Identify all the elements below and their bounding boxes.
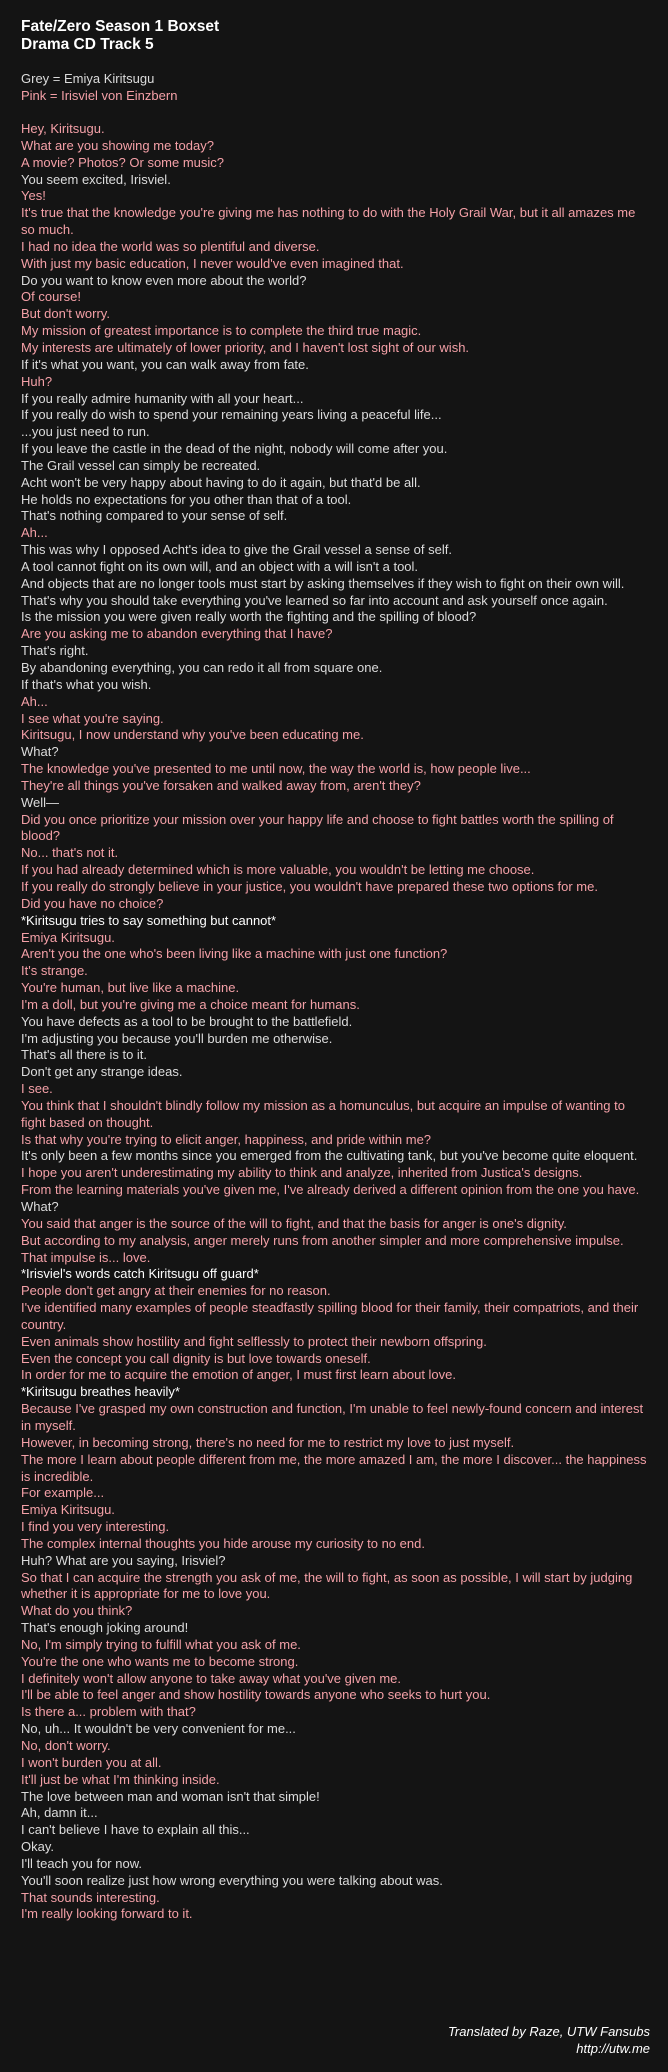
- dialogue-line: Did you once prioritize your mission over your happy life and choose to fight battles worth the spilling of blood?: [21, 811, 614, 844]
- dialogue-line: My mission of greatest importance is to complete the third true magic.: [21, 323, 422, 339]
- dialogue-line: The knowledge you've presented to me until now, the way the world is, how people live...: [21, 761, 531, 777]
- dialogue-line: What?: [21, 744, 59, 760]
- dialogue-line: Yes!: [21, 188, 46, 204]
- dialogue-line: If you leave the castle in the dead of the night, nobody will come after you.: [21, 441, 448, 457]
- dialogue-line: I hope you aren't underestimating my ability to think and analyze, inherited from Justica's designs.: [21, 1165, 583, 1181]
- dialogue-line: You're human, but live like a machine.: [21, 980, 240, 996]
- dialogue-line: You're the one who wants me to become strong.: [21, 1653, 299, 1669]
- dialogue-line: Huh? What are you saying, Irisviel?: [21, 1552, 226, 1568]
- dialogue-line: Huh?: [21, 373, 53, 389]
- dialogue-line: What?: [21, 1199, 59, 1214]
- dialogue-line: That impulse is... love.: [21, 1249, 151, 1265]
- dialogue-line: Aren't you the one who's been living like a machine with just one function?: [21, 946, 448, 962]
- dialogue-line: If you really admire humanity with all your heart...: [21, 390, 304, 406]
- header: [21, 18, 650, 54]
- dialogue-line: No, don't worry.: [21, 1738, 111, 1753]
- dialogue-line: You'll soon realize just how wrong everything you were talking about was.: [21, 1872, 443, 1888]
- dialogue-line: I'm a doll, but you're giving me a choice meant for humans.: [21, 996, 360, 1012]
- dialogue-line: A tool cannot fight on its own will, and an object with a will isn't a tool.: [21, 558, 419, 574]
- dialogue-line: Ah...: [21, 693, 48, 709]
- dialogue-line: Even animals show hostility and fight selflessly to protect their newborn offspring.: [21, 1333, 487, 1349]
- page-title: Fate/Zero Season 1 Boxset: [21, 18, 220, 35]
- dialogue-line: Did you have no choice?: [21, 895, 164, 911]
- dialogue-line: If you had already determined which is more valuable, you wouldn't be letting me choose.: [21, 862, 535, 878]
- dialogue-line: Is that why you're trying to elicit anger, happiness, and pride within me?: [21, 1131, 432, 1147]
- footer: [448, 2023, 650, 2057]
- dialogue-line: You seem excited, Irisviel.: [21, 171, 171, 187]
- speaker-legend: [21, 70, 650, 104]
- dialogue-line: You said that anger is the source of the will to fight, and that the basis for anger is one's dignity.: [21, 1215, 567, 1231]
- dialogue-line: From the learning materials you've given me, I've already derived a different opinion from the one you have.: [21, 1182, 640, 1198]
- dialogue-line: No... that's not it.: [21, 845, 119, 861]
- dialogue-line: ...you just need to run.: [21, 424, 150, 440]
- stage-direction: *Kiritsugu breathes heavily*: [21, 1384, 180, 1400]
- legend-grey-speaker: Grey = Emiya Kiritsugu: [21, 71, 155, 86]
- dialogue-line: No, uh... It wouldn't be very convenient for me...: [21, 1721, 296, 1737]
- dialogue-line: Ah...: [21, 525, 48, 541]
- dialogue-line: I'll teach you for now.: [21, 1855, 142, 1871]
- dialogue-line: I definitely won't allow anyone to take away what you've given me.: [21, 1670, 402, 1686]
- dialogue-line: However, in becoming strong, there's no need for me to restrict my love to just myself.: [21, 1434, 515, 1450]
- dialogue-line: That's why you should take everything you've learned so far into account and ask yourself once again.: [21, 592, 608, 608]
- site-url: http://utw.me: [576, 2041, 650, 2056]
- dialogue-line: Is there a... problem with that?: [21, 1704, 196, 1720]
- dialogue-line: It's true that the knowledge you're giving me has nothing to do with the Holy Grail War, but it all amazes me so much.: [21, 205, 636, 238]
- dialogue-line: That's nothing compared to your sense of self.: [21, 508, 288, 524]
- dialogue-line: I'll be able to feel anger and show hostility towards anyone who seeks to hurt you.: [21, 1687, 491, 1703]
- legend-pink-speaker: Pink = Irisviel von Einzbern: [21, 88, 178, 103]
- dialogue-line: Well—: [21, 794, 60, 810]
- dialogue-line: That's enough joking around!: [21, 1620, 189, 1636]
- dialogue-line: I'm really looking forward to it.: [21, 1906, 193, 1922]
- dialogue-line: And objects that are no longer tools must start by asking themselves if they wish to fight on their own will.: [21, 575, 625, 591]
- dialogue-line: Okay.: [21, 1839, 54, 1855]
- dialogue-line: You have defects as a tool to be brought to the battlefield.: [21, 1013, 353, 1029]
- dialogue-line: If you really do strongly believe in your justice, you wouldn't have prepared these two options for me.: [21, 878, 598, 894]
- stage-direction: *Irisviel's words catch Kiritsugu off guard*: [21, 1266, 259, 1282]
- dialogue-line: This was why I opposed Acht's idea to give the Grail vessel a sense of self.: [21, 542, 452, 558]
- dialogue-line: It's only been a few months since you emerged from the cultivating tank, but you've become quite eloquent.: [21, 1148, 638, 1164]
- dialogue-line: Do you want to know even more about the world?: [21, 272, 307, 288]
- dialogue-line: A movie? Photos? Or some music?: [21, 154, 225, 170]
- page-subtitle: Drama CD Track 5: [21, 36, 154, 53]
- dialogue-lines: [21, 121, 650, 1923]
- dialogue-line: So that I can acquire the strength you ask of me, the will to fight, as soon as possible, I will start by judging whether it is appropriate for me to love you.: [21, 1569, 633, 1602]
- dialogue-line: That sounds interesting.: [21, 1889, 160, 1905]
- dialogue-line: In order for me to acquire the emotion of anger, I must first learn about love.: [21, 1367, 457, 1383]
- dialogue-line: With just my basic education, I never would've even imagined that.: [21, 255, 404, 271]
- dialogue-line: I've identified many examples of people steadfastly spilling blood for their family, their compatriots, and their country.: [21, 1300, 639, 1332]
- dialogue-line: What are you showing me today?: [21, 137, 214, 153]
- dialogue-line: People don't get angry at their enemies for no reason.: [21, 1283, 331, 1299]
- dialogue-line: If that's what you wish.: [21, 676, 152, 692]
- dialogue-line: I can't believe I have to explain all this...: [21, 1822, 250, 1838]
- dialogue-line: Because I've grasped my own construction and function, I'm unable to feel newly-found concern and interest in myself.: [21, 1401, 644, 1433]
- dialogue-line: Emiya Kiritsugu.: [21, 1502, 115, 1518]
- dialogue-line: It's strange.: [21, 963, 88, 979]
- dialogue-line: That's right.: [21, 643, 89, 659]
- dialogue-line: What do you think?: [21, 1603, 133, 1619]
- dialogue-line: The Grail vessel can simply be recreated.: [21, 457, 261, 473]
- dialogue-line: But according to my analysis, anger merely runs from another simpler and more comprehensive impulse.: [21, 1232, 624, 1248]
- dialogue-line: Are you asking me to abandon everything that I have?: [21, 626, 333, 642]
- dialogue-line: Acht won't be very happy about having to do it again, but that'd be all.: [21, 474, 421, 490]
- dialogue-line: He holds no expectations for you other than that of a tool.: [21, 491, 352, 507]
- dialogue-line: I see.: [21, 1081, 53, 1097]
- dialogue-line: You think that I shouldn't blindly follow my mission as a homunculus, but acquire an impulse of wanting to fight based on thought.: [21, 1097, 625, 1130]
- dialogue-line: If it's what you want, you can walk away from fate.: [21, 356, 309, 372]
- dialogue-line: No, I'm simply trying to fulfill what you ask of me.: [21, 1636, 301, 1652]
- dialogue-line: Don't get any strange ideas.: [21, 1064, 183, 1080]
- dialogue-line: Kiritsugu, I now understand why you've been educating me.: [21, 727, 364, 743]
- dialogue-line: The love between man and woman isn't that simple!: [21, 1788, 320, 1804]
- dialogue-line: Even the concept you call dignity is but love towards oneself.: [21, 1350, 371, 1366]
- dialogue-line: Of course!: [21, 289, 81, 305]
- dialogue-line: By abandoning everything, you can redo it all from square one.: [21, 660, 383, 675]
- dialogue-line: I'm adjusting you because you'll burden me otherwise.: [21, 1030, 333, 1046]
- dialogue-line: That's all there is to it.: [21, 1047, 148, 1063]
- stage-direction: *Kiritsugu tries to say something but cannot*: [21, 912, 277, 928]
- dialogue-line: Hey, Kiritsugu.: [21, 121, 105, 136]
- dialogue-line: Is the mission you were given really worth the fighting and the spilling of blood?: [21, 609, 477, 625]
- dialogue-line: My interests are ultimately of lower priority, and I haven't lost sight of our wish.: [21, 339, 470, 355]
- dialogue-line: If you really do wish to spend your remaining years living a peaceful life...: [21, 407, 442, 423]
- dialogue-line: It'll just be what I'm thinking inside.: [21, 1771, 220, 1787]
- dialogue-line: Emiya Kiritsugu.: [21, 929, 115, 945]
- dialogue-line: But don't worry.: [21, 306, 110, 322]
- dialogue-line: Ah, damn it...: [21, 1805, 98, 1821]
- dialogue-line: They're all things you've forsaken and walked away from, aren't they?: [21, 777, 421, 793]
- dialogue-line: For example...: [21, 1485, 105, 1501]
- dialogue-line: The more I learn about people different from me, the more amazed I am, the more I discover... the happiness is incredible.: [21, 1451, 647, 1484]
- translation-credit: Translated by Raze, UTW Fansubs: [447, 2024, 650, 2039]
- dialogue-line: I had no idea the world was so plentiful and diverse.: [21, 238, 320, 254]
- dialogue-line: I find you very interesting.: [21, 1519, 170, 1535]
- dialogue-line: I see what you're saying.: [21, 710, 164, 726]
- dialogue-line: The complex internal thoughts you hide arouse my curiosity to no end.: [21, 1535, 425, 1551]
- dialogue-line: I won't burden you at all.: [21, 1754, 162, 1770]
